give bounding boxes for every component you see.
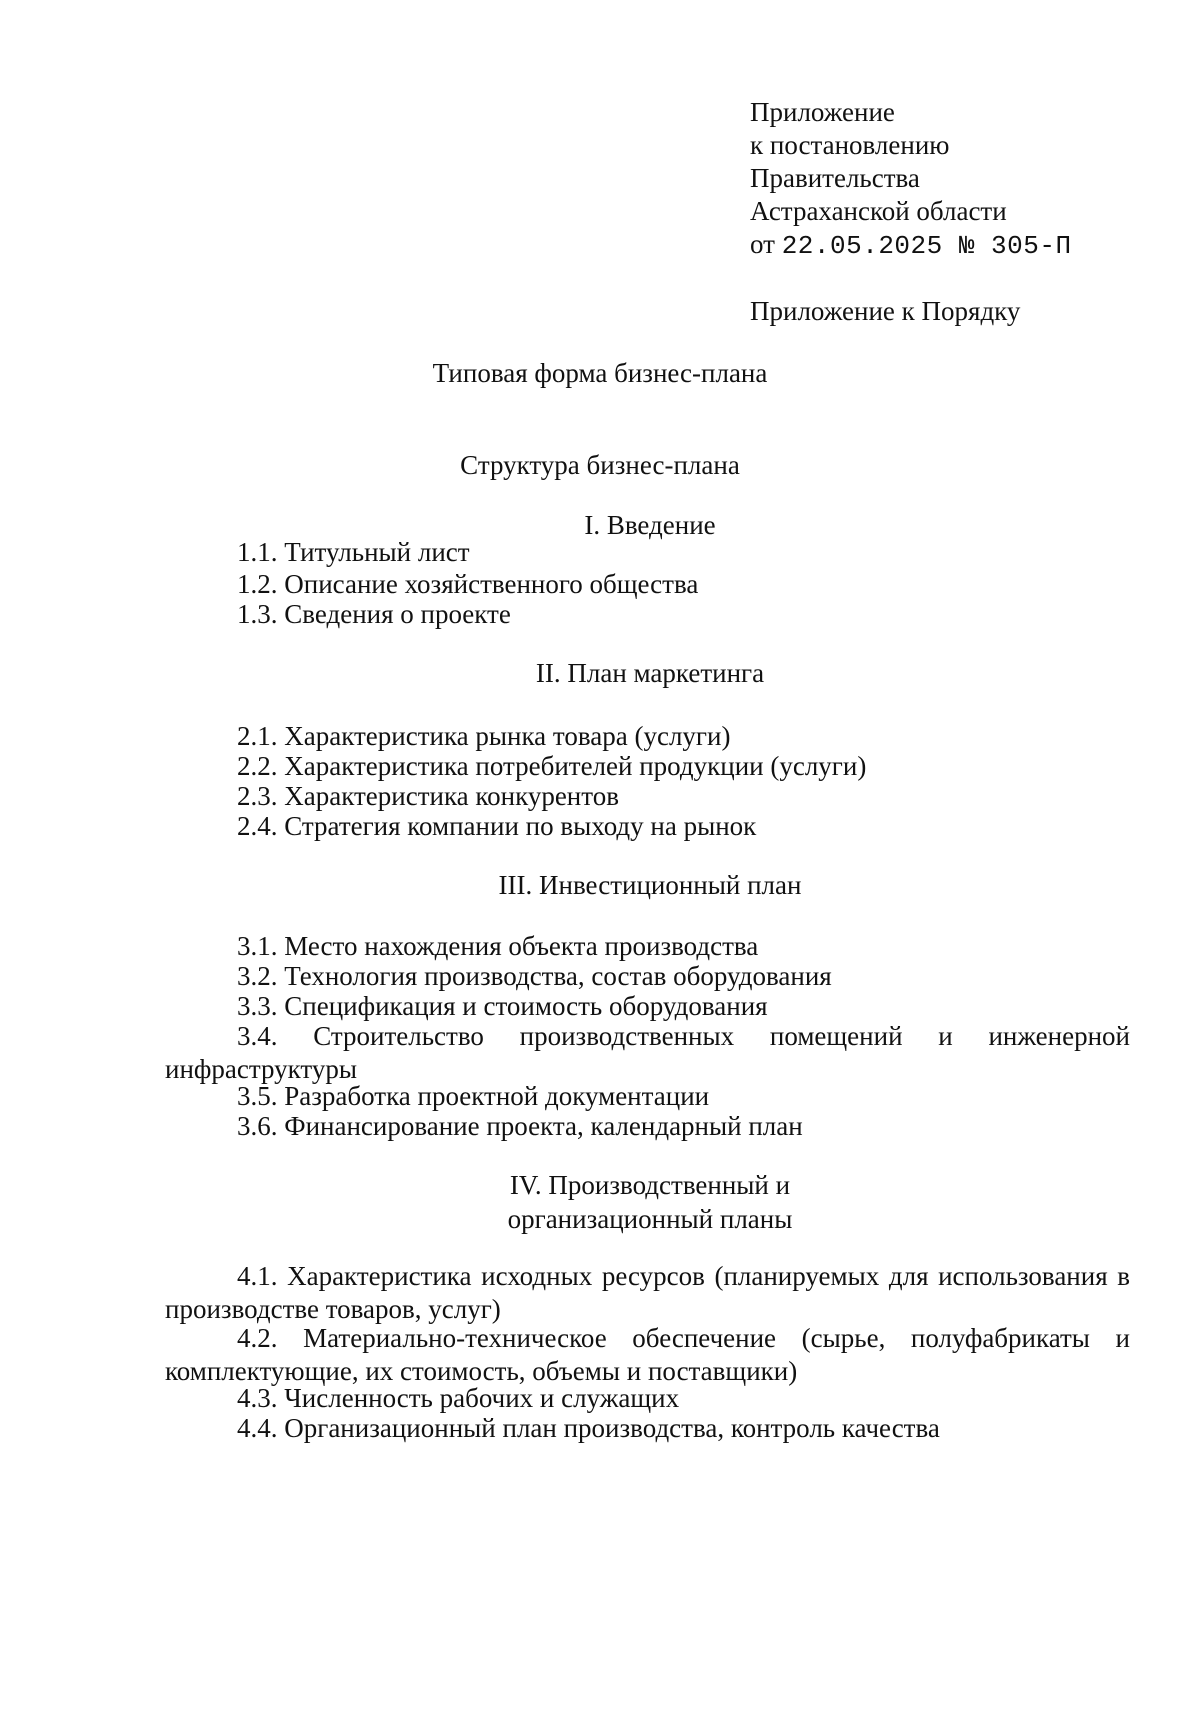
list-item: 3.5. Разработка проектной документации — [237, 1081, 710, 1111]
date-prefix: от — [750, 229, 775, 259]
list-item: 4.1. Характеристика исходных ресурсов (планируемых для использования в производстве товаров, услуг) — [165, 1261, 1130, 1324]
list-item: 2.4. Стратегия компании по выходу на рынок — [237, 811, 757, 841]
approval-date-line — [750, 228, 1072, 263]
approval-line: Приложение — [750, 97, 895, 127]
list-item: 1.1. Титульный лист — [237, 537, 470, 567]
list-item: 3.4. Строительство производственных помещений и инженерной инфраструктуры — [165, 1021, 1130, 1084]
approval-line: к постановлению — [750, 130, 950, 160]
list-item: 3.3. Спецификация и стоимость оборудования — [237, 991, 768, 1021]
annex-to-order: Приложение к Порядку — [750, 296, 1021, 326]
list-item: 2.1. Характеристика рынка товара (услуги) — [237, 721, 731, 751]
section-heading: III. Инвестиционный план — [498, 870, 802, 900]
section-heading: I. Введение — [584, 510, 716, 540]
approval-line: Астраханской области — [750, 196, 1007, 226]
list-item: 4.4. Организационный план производства, контроль качества — [237, 1413, 940, 1443]
section-heading-line: организационный планы — [507, 1204, 793, 1234]
list-item: 4.3. Численность рабочих и служащих — [237, 1383, 680, 1413]
section-heading — [0, 1168, 1200, 1236]
date-and-number: 22.05.2025 № 305-П — [781, 231, 1072, 261]
list-item: 2.3. Характеристика конкурентов — [237, 781, 619, 811]
list-item: 4.2. Материально-техническое обеспечение (сырье, полуфабрикаты и комплектующие, их стоимость, объемы и поставщики) — [165, 1323, 1130, 1386]
document-title: Типовая форма бизнес-плана — [432, 358, 768, 388]
list-item: 3.2. Технология производства, состав оборудования — [237, 961, 832, 991]
section-heading: II. План маркетинга — [535, 658, 765, 688]
list-item: 1.2. Описание хозяйственного общества — [237, 569, 699, 599]
list-item: 3.6. Финансирование проекта, календарный план — [237, 1111, 803, 1141]
approval-block — [750, 96, 1072, 263]
approval-line: Правительства — [750, 163, 920, 193]
list-item: 3.1. Место нахождения объекта производства — [237, 931, 759, 961]
list-item: 2.2. Характеристика потребителей продукции (услуги) — [237, 751, 867, 781]
document-subtitle: Структура бизнес-плана — [460, 450, 740, 480]
section-heading-line: IV. Производственный и — [509, 1170, 791, 1200]
list-item: 1.3. Сведения о проекте — [237, 599, 511, 629]
